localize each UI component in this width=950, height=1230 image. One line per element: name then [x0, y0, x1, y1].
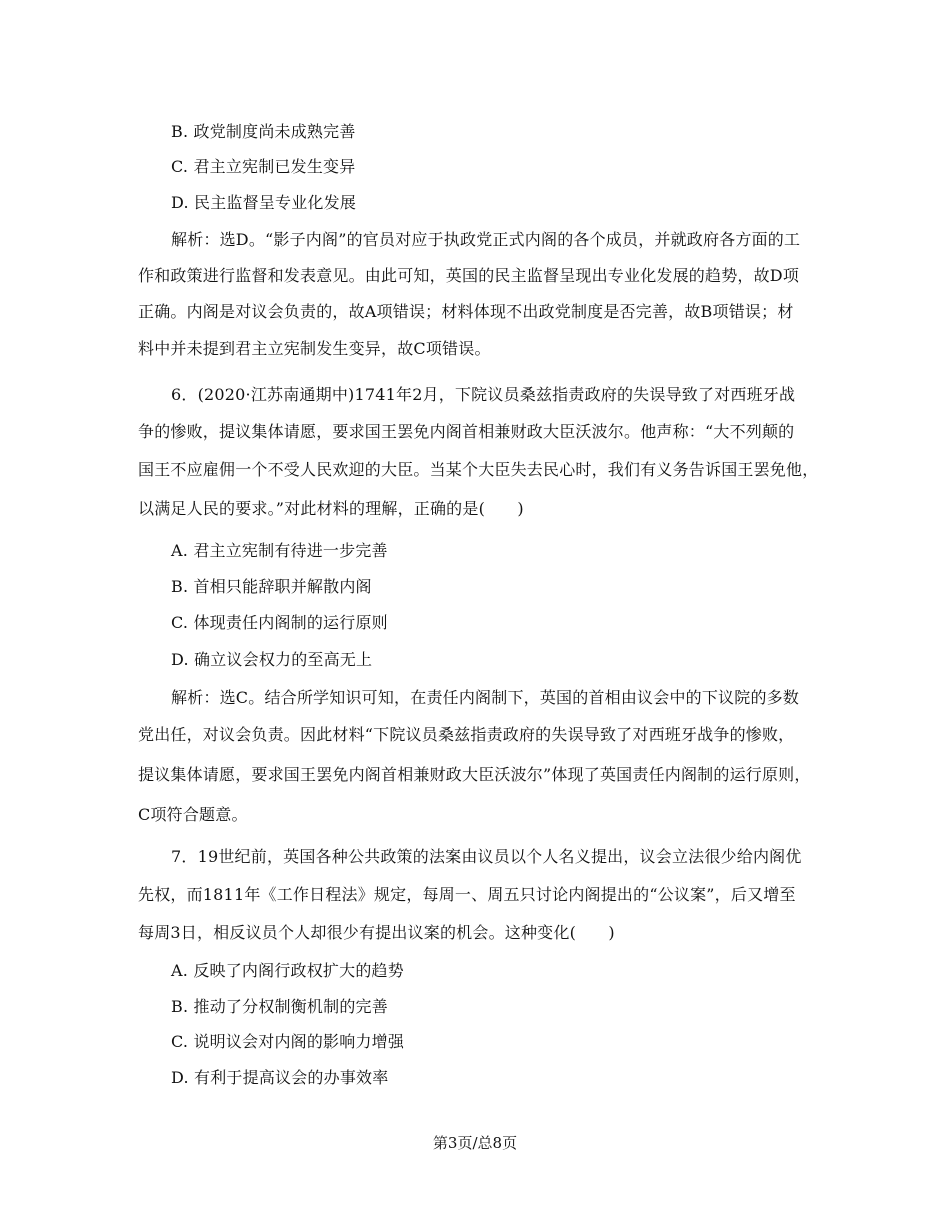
q7-option-c: C. 说明议会对内阁的影响力增强: [171, 1032, 405, 1051]
q7-option-d: D. 有利于提高议会的办事效率: [171, 1068, 389, 1087]
q6-explanation-line-2: 党出任，对议会负责。因此材料“下院议员桑兹指责政府的失误导致了对西班牙战争的惨败，: [138, 725, 795, 744]
q5-option-b: B. 政党制度尚未成熟完善: [171, 122, 356, 141]
q5-option-c: C. 君主立宪制已发生变异: [171, 157, 356, 176]
q5-option-d: D. 民主监督呈专业化发展: [171, 193, 357, 212]
q6-option-d: D. 确立议会权力的至高无上: [171, 650, 373, 669]
q7-stem-line-2: 先权，而1811年《工作日程法》规定，每周一、周五只讨论内阁提出的“公议案”，后又增至: [138, 885, 796, 904]
q7-stem-line-1: 7．19世纪前，英国各种公共政策的法案由议员以个人名义提出，议会立法很少给内阁优: [171, 847, 802, 866]
q7-option-b: B. 推动了分权制衡机制的完善: [171, 997, 388, 1016]
q6-explanation-line-1: 解析：选C。结合所学知识可知，在责任内阁制下，英国的首相由议会中的下议院的多数: [171, 688, 800, 707]
q6-option-b: B. 首相只能辞职并解散内阁: [171, 577, 372, 596]
q5-explanation-line-4: 料中并未提到君主立宪制发生变异，故C项错误。: [138, 339, 491, 358]
q6-stem-line-2: 争的惨败，提议集体请愿，要求国王罢免内阁首相兼财政大臣沃波尔。他声称：“大不列颠的: [138, 422, 795, 441]
q5-explanation-line-3: 正确。内阁是对议会负责的，故A项错误；材料体现不出政党制度是否完善，故B项错误；材: [138, 302, 794, 321]
q6-option-c: C. 体现责任内阁制的运行原则: [171, 613, 388, 632]
q6-option-a: A. 君主立宪制有待进一步完善: [171, 541, 388, 560]
q7-stem-line-3: 每周3日，相反议员个人却很少有提出议案的机会。这种变化( ): [138, 923, 615, 942]
q6-stem-line-3: 国王不应雇佣一个不受人民欢迎的大臣。当某个大臣失去民心时，我们有义务告诉国王罢免他，: [138, 460, 819, 479]
q6-stem-line-4: 以满足人民的要求。”对此材料的理解，正确的是( ): [138, 499, 524, 518]
q6-explanation-line-4: C项符合题意。: [138, 805, 248, 824]
q6-explanation-line-3: 提议集体请愿，要求国王罢免内阁首相兼财政大臣沃波尔”体现了英国责任内阁制的运行原则，: [138, 765, 811, 784]
page-number: 第3页/总8页: [432, 1134, 518, 1152]
q5-explanation-line-2: 作和政策进行监督和发表意见。由此可知，英国的民主监督呈现出专业化发展的趋势，故D项: [138, 266, 800, 285]
q5-explanation-line-1: 解析：选D。“影子内阁”的官员对应于执政党正式内阁的各个成员，并就政府各方面的工: [171, 230, 801, 249]
q6-stem-line-1: 6．(2020·江苏南通期中)1741年2月，下院议员桑兹指责政府的失误导致了对西班牙战: [171, 385, 796, 404]
q7-option-a: A. 反映了内阁行政权扩大的趋势: [171, 961, 404, 980]
